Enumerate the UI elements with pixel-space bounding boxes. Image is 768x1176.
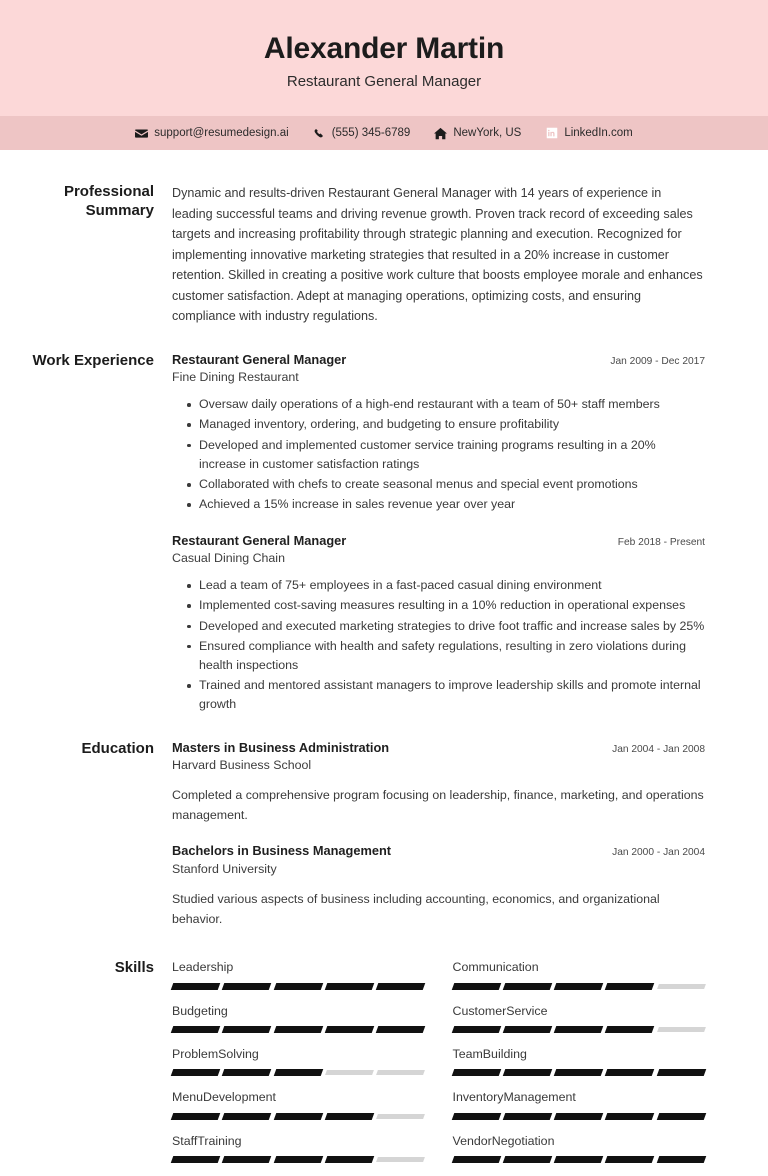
contact-item-location[interactable]	[434, 127, 521, 140]
skill-item	[453, 1046, 706, 1089]
skill-segment-empty	[657, 984, 706, 989]
list-item: Managed inventory, ordering, and budgeting to ensure profitability	[172, 415, 705, 434]
experience-role: Restaurant General Manager	[172, 351, 347, 367]
skill-item	[172, 1046, 425, 1089]
skill-level-bar	[172, 983, 425, 990]
skill-segment-filled	[325, 983, 375, 990]
home-icon	[434, 127, 447, 140]
education-degree: Bachelors in Business Management	[172, 843, 392, 859]
skill-segment-filled	[554, 1156, 604, 1163]
skill-segment-filled	[503, 983, 553, 990]
skill-name: InventoryManagement	[452, 1090, 576, 1105]
experience-bullet-list	[172, 576, 705, 715]
skill-segment-filled	[171, 983, 221, 990]
experience-entry-header	[172, 533, 705, 550]
skill-segment-filled	[451, 983, 501, 990]
skill-level-bar	[172, 1026, 425, 1033]
contact-location-label: NewYork, US	[453, 127, 522, 139]
summary-body	[172, 183, 728, 327]
skill-level-bar	[172, 1113, 425, 1120]
skill-item	[453, 1003, 706, 1046]
skill-segment-filled	[503, 1026, 553, 1033]
skill-segment-filled	[605, 983, 655, 990]
skill-segment-filled	[656, 1113, 706, 1120]
list-item: Trained and mentored assistant managers to improve leadership skills and promote internal growth	[172, 676, 705, 714]
list-item: Achieved a 15% increase in sales revenue year over year	[172, 495, 705, 514]
skill-segment-filled	[222, 983, 272, 990]
linkedin-icon	[545, 127, 558, 140]
skill-item	[172, 959, 425, 1002]
skill-name: VendorNegotiation	[452, 1133, 555, 1148]
skill-segment-filled	[376, 1026, 426, 1033]
skill-name: StaffTraining	[172, 1133, 242, 1148]
skill-item	[453, 1089, 706, 1132]
skill-item	[172, 1003, 425, 1046]
list-item: Collaborated with chefs to create seasonal menus and special event promotions	[172, 475, 705, 494]
section-heading-skills: Skills	[114, 959, 154, 977]
section-heading-education: Education	[81, 739, 154, 757]
list-item: Ensured compliance with health and safety regulations, resulting in zero violations during health inspections	[172, 637, 705, 675]
skill-segment-filled	[605, 1113, 655, 1120]
education-institution: Harvard Business School	[172, 758, 312, 773]
experience-entry-header	[172, 352, 705, 369]
skill-name: MenuDevelopment	[172, 1090, 277, 1105]
skill-segment-filled	[222, 1069, 272, 1076]
skill-segment-filled	[171, 1113, 221, 1120]
skill-segment-filled	[656, 1156, 706, 1163]
phone-icon	[313, 127, 326, 140]
skill-segment-filled	[451, 1113, 501, 1120]
skill-segment-filled	[554, 1026, 604, 1033]
skill-segment-filled	[554, 1069, 604, 1076]
skill-segment-filled	[171, 1156, 221, 1163]
skill-segment-filled	[605, 1069, 655, 1076]
skill-segment-filled	[503, 1069, 553, 1076]
skill-segment-filled	[451, 1069, 501, 1076]
experience-entry	[172, 533, 705, 715]
section-heading-summary: Professional Summary	[63, 183, 154, 219]
skill-segment-filled	[605, 1156, 655, 1163]
skill-name: Budgeting	[172, 1003, 228, 1018]
education-entry-header	[172, 843, 705, 860]
education-date: Jan 2000 - Jan 2004	[612, 847, 705, 859]
list-item: Developed and executed marketing strategies to drive foot traffic and increase sales by 25%	[172, 617, 705, 636]
skill-segment-filled	[376, 983, 426, 990]
section-heading-experience: Work Experience	[32, 351, 154, 369]
skill-segment-filled	[656, 1069, 706, 1076]
candidate-job-title: Restaurant General Manager	[286, 72, 482, 90]
skills-grid	[172, 959, 705, 1176]
skill-item	[453, 959, 706, 1002]
skill-segment-empty	[376, 1070, 425, 1075]
header-name-band	[0, 0, 768, 116]
skill-segment-filled	[222, 1113, 272, 1120]
skills-body	[172, 959, 728, 1176]
list-item: Lead a team of 75+ employees in a fast-paced casual dining environment	[172, 576, 705, 595]
skill-segment-filled	[325, 1113, 375, 1120]
resume-body	[0, 183, 768, 1176]
skill-level-bar	[453, 1113, 706, 1120]
skill-segment-filled	[554, 983, 604, 990]
skill-segment-filled	[222, 1156, 272, 1163]
skill-segment-filled	[554, 1113, 604, 1120]
skill-item	[172, 1133, 425, 1176]
skill-level-bar	[453, 1069, 706, 1076]
contact-item-email[interactable]	[135, 127, 288, 140]
envelope-icon	[135, 127, 148, 140]
section-skills	[0, 959, 728, 1176]
skill-name: Leadership	[172, 960, 234, 975]
experience-entry	[172, 352, 705, 515]
skill-segment-filled	[171, 1069, 221, 1076]
skill-level-bar	[172, 1156, 425, 1163]
section-work-experience	[0, 352, 728, 717]
skill-segment-filled	[273, 983, 323, 990]
skill-segment-filled	[451, 1156, 501, 1163]
skill-segment-empty	[657, 1027, 706, 1032]
experience-body	[172, 352, 728, 717]
skill-segment-filled	[503, 1113, 553, 1120]
contact-phone-label: (555) 345-6789	[331, 127, 411, 139]
skill-segment-filled	[273, 1113, 323, 1120]
education-institution: Stanford University	[172, 862, 277, 877]
contact-item-linkedin[interactable]	[545, 127, 632, 140]
education-entry	[172, 740, 705, 826]
skill-item	[172, 1089, 425, 1132]
skill-name: ProblemSolving	[172, 1046, 259, 1061]
experience-date: Jan 2009 - Dec 2017	[610, 355, 705, 367]
experience-role: Restaurant General Manager	[172, 532, 347, 548]
skill-level-bar	[453, 1026, 706, 1033]
skill-segment-filled	[503, 1156, 553, 1163]
contact-email-label: support@resumedesign.ai	[154, 127, 289, 139]
skill-name: Communication	[452, 960, 539, 975]
skill-segment-filled	[273, 1156, 323, 1163]
education-entry-header	[172, 740, 705, 757]
resume-header	[0, 0, 768, 150]
skill-segment-filled	[451, 1026, 501, 1033]
experience-bullet-list	[172, 395, 705, 514]
education-degree: Masters in Business Administration	[172, 739, 390, 755]
education-date: Jan 2004 - Jan 2008	[612, 743, 705, 755]
skill-segment-filled	[605, 1026, 655, 1033]
summary-paragraph: Dynamic and results-driven Restaurant General Manager with 14 years of experience in leading successful teams and driving revenue growth. Proven track record of exceeding sales targets and increasing profitability through strategic planning and execution. Recognized for implementing innovative marketing strategies that resulted in a 20% increase in customer retention. Skilled in creating a positive work culture that boosts employee morale and enhances customer satisfaction. Adept at managing operations, optimizing costs, and ensuring compliance with industry regulations.	[172, 186, 703, 324]
skill-segment-filled	[171, 1026, 221, 1033]
skill-segment-filled	[273, 1026, 323, 1033]
skill-level-bar	[453, 1156, 706, 1163]
education-body	[172, 740, 728, 932]
contact-linkedin-label: LinkedIn.com	[564, 127, 633, 139]
section-professional-summary	[0, 183, 728, 327]
contact-bar	[0, 116, 768, 150]
experience-organization: Fine Dining Restaurant	[172, 370, 299, 385]
skill-name: TeamBuilding	[452, 1046, 527, 1061]
skill-segment-empty	[376, 1157, 425, 1162]
list-item: Oversaw daily operations of a high-end restaurant with a team of 50+ staff members	[172, 395, 705, 414]
skill-segment-filled	[222, 1026, 272, 1033]
skill-segment-filled	[273, 1069, 323, 1076]
list-item: Implemented cost-saving measures resulting in a 10% reduction in operational expenses	[172, 596, 705, 615]
skill-segment-filled	[325, 1156, 375, 1163]
candidate-name: Alexander Martin	[263, 31, 505, 65]
education-entry	[172, 843, 705, 929]
experience-organization: Casual Dining Chain	[172, 551, 285, 566]
skill-segment-empty	[325, 1070, 374, 1075]
skill-level-bar	[453, 983, 706, 990]
skill-level-bar	[172, 1069, 425, 1076]
education-description: Completed a comprehensive program focusing on leadership, finance, marketing, and operations management.	[172, 788, 704, 822]
skill-segment-filled	[325, 1026, 375, 1033]
education-description: Studied various aspects of business including accounting, economics, and organizational behavior.	[172, 892, 660, 926]
section-education	[0, 740, 728, 932]
skill-segment-empty	[376, 1114, 425, 1119]
list-item: Developed and implemented customer service training programs resulting in a 20% increase in customer satisfaction ratings	[172, 436, 705, 474]
contact-item-phone[interactable]	[313, 127, 411, 140]
experience-date: Feb 2018 - Present	[617, 536, 705, 548]
skill-name: CustomerService	[452, 1003, 548, 1018]
skill-item	[453, 1133, 706, 1176]
